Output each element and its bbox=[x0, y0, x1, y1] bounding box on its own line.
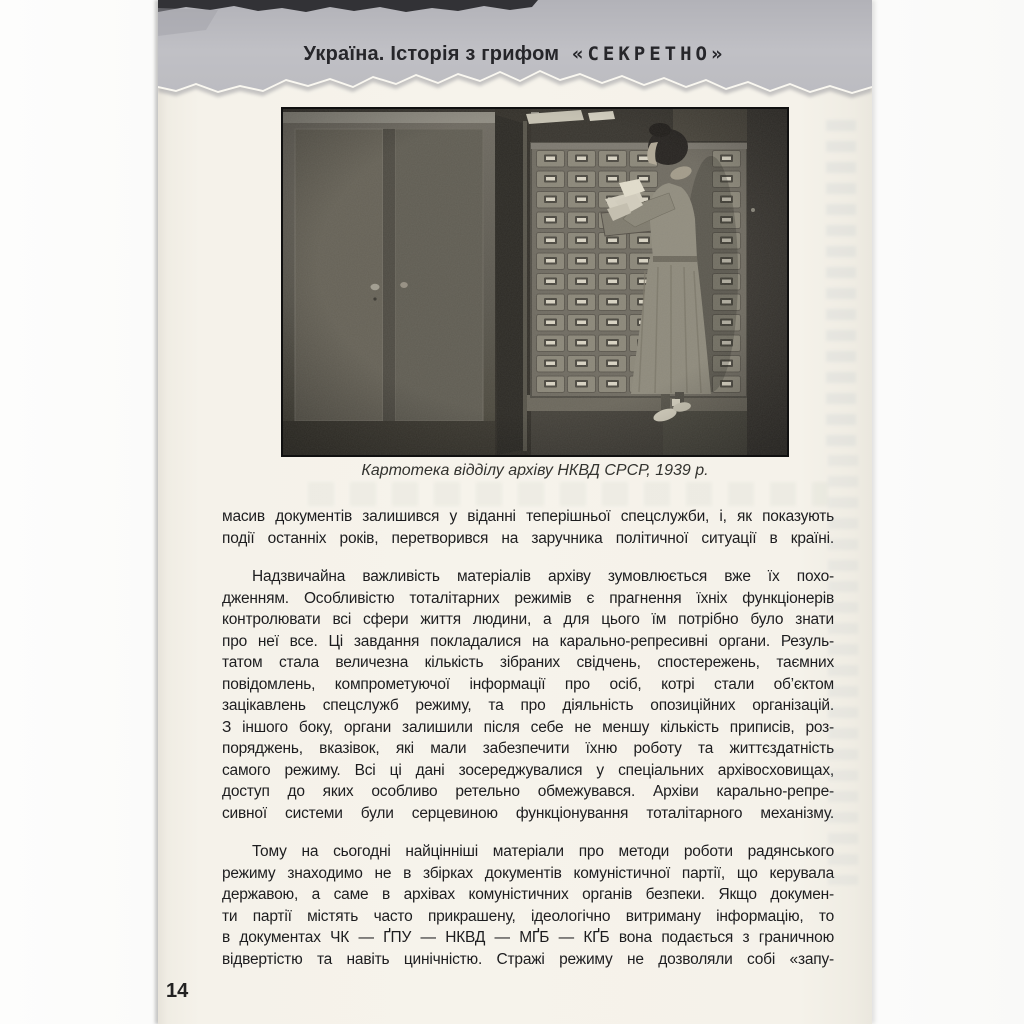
paragraph-line: в документах ЧК — ҐПУ — НКВД — МҐБ — КҐБ вона подається з граничною bbox=[222, 929, 834, 946]
paragraph-line: масив документів залишився у віданні теперішньої спецслужби, і, як показують bbox=[222, 508, 834, 525]
show-through-smudge bbox=[308, 482, 828, 506]
book-page bbox=[158, 0, 872, 1024]
running-head bbox=[158, 43, 872, 66]
paragraph-line: державою, а саме в архівах комуністичних органів безпеки. Якщо докумен- bbox=[222, 886, 834, 903]
archive-photo bbox=[281, 107, 789, 457]
running-head-stamp: «СЕКРЕТНО» bbox=[572, 43, 727, 65]
paragraph-line: відвертістю та навіть цинічністю. Стражі режиму не дозволяли собі «запу- bbox=[222, 950, 834, 968]
paragraph-line: Тому на сьогодні найцінніші матеріали про методи роботи радянського bbox=[252, 843, 834, 860]
paragraph-line: контролювати всі сфери життя людини, а для цього їм потрібно було знати bbox=[222, 611, 834, 628]
archive-photo-scene bbox=[283, 109, 787, 455]
paragraph-line: ти партії містять часто прикрашену, ідеологічно витриману інформацію, то bbox=[222, 907, 834, 925]
film-grain bbox=[283, 109, 787, 455]
paragraph-line: повідомлень, компрометуючої інформації про осіб, котрі стали об’єктом bbox=[222, 675, 834, 693]
page-number: 14 bbox=[166, 980, 189, 1002]
body-text bbox=[222, 506, 834, 987]
running-head-title: Україна. Історія з грифом bbox=[303, 43, 560, 65]
show-through-smudge bbox=[826, 120, 856, 450]
paragraph-line: дженням. Особливістю тоталітарних режимів є прагнення їхніх функціонерів bbox=[222, 589, 834, 607]
paragraph-line: режиму знаходимо не в збірках документів комуністичної партії, що керувала bbox=[222, 864, 834, 882]
paragraph-line: самого режиму. Всі ці дані зосереджувалися у спеціальних архівосховищах, bbox=[222, 761, 834, 779]
paragraph-line: З іншого боку, органи залишили після себе не меншу кількість приписів, роз- bbox=[222, 718, 834, 736]
paragraph-line: Надзвичайна важливість матеріалів архіву зумовлюється вже їх похо- bbox=[252, 568, 834, 585]
paragraph bbox=[222, 841, 834, 970]
paragraph-line: поряджень, вказівок, які мали забезпечити їхню роботу та життєздатність bbox=[222, 740, 834, 757]
paragraph-line: сивної системи були серцевиною функціонування тоталітарного механізму. bbox=[222, 804, 834, 822]
paragraph-line: про неї все. Ці завдання покладалися на карально-репресивні органи. Резуль- bbox=[222, 632, 834, 650]
paragraph-line: зацікавлень спецслужб режиму, та про діяльність опозиційних організацій. bbox=[222, 697, 834, 714]
paragraph bbox=[222, 506, 834, 549]
paragraph-line: татом стала величезна кількість зібраних свідчень, спостережень, таємних bbox=[222, 654, 834, 671]
paragraph-line: доступ до яких особливо ретельно обмежувався. Архіви карально-репре- bbox=[222, 783, 834, 800]
paragraph-line: події останніх років, перетворився на заручника політичної ситуації в країні. bbox=[222, 529, 834, 547]
photo-caption: Картотека відділу архіву НКВД СРСР, 1939 р. bbox=[361, 462, 709, 479]
paragraph bbox=[222, 566, 834, 824]
